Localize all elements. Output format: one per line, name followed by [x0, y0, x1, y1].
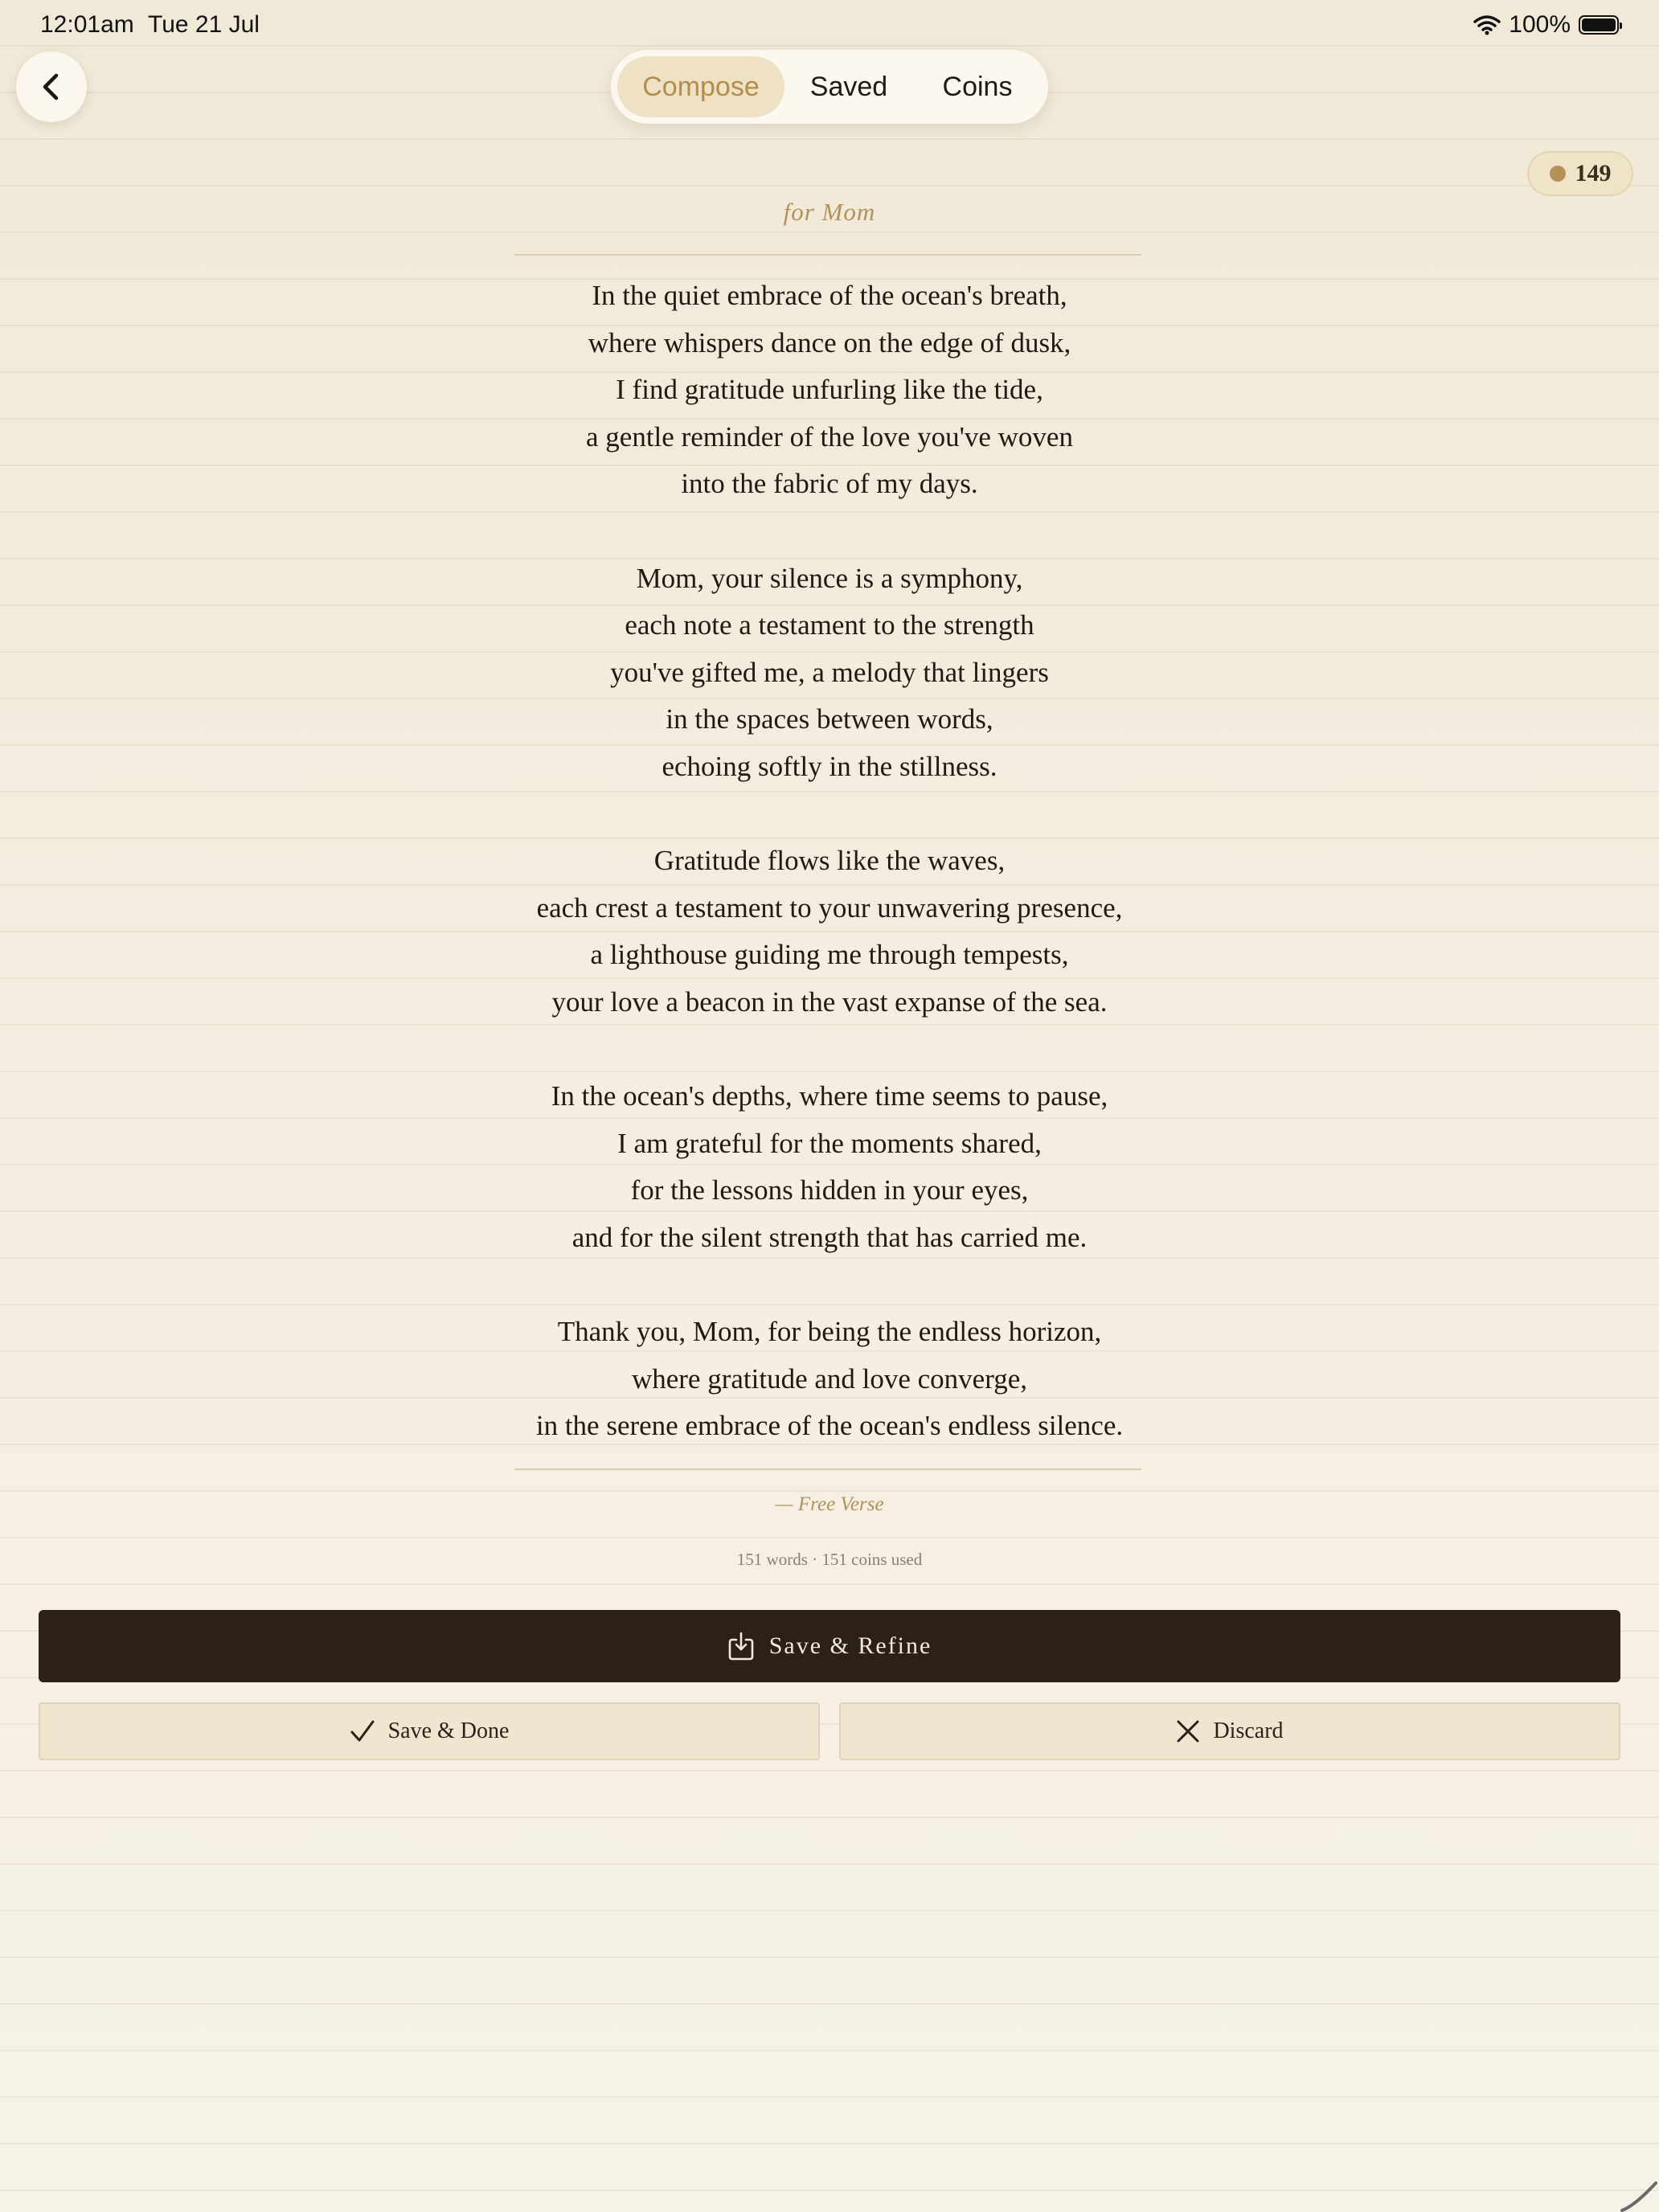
poem-line: where whispers dance on the edge of dusk, — [588, 326, 1071, 358]
poem-stanza — [0, 555, 1659, 791]
poem-line: echoing softly in the stillness. — [662, 750, 997, 782]
coin-balance: 149 — [1575, 160, 1612, 186]
status-date: Tue 21 Jul — [148, 11, 260, 38]
poem-stanza — [0, 838, 1659, 1026]
poem-line: and for the silent strength that has carried me. — [571, 1221, 1088, 1253]
poem-line: Thank you, Mom, for being the endless horizon, — [557, 1316, 1102, 1348]
poem-line: I find gratitude unfurling like the tide, — [616, 374, 1043, 406]
status-indicators — [1473, 11, 1619, 39]
poem-line: each note a testament to the strength — [625, 609, 1034, 641]
tab-compose[interactable]: Compose — [617, 56, 784, 117]
save-done-label: Save & Done — [387, 1718, 510, 1743]
divider-top — [514, 254, 1141, 256]
save-refine-label: Save & Refine — [768, 1632, 932, 1659]
poem-line: you've gifted me, a melody that lingers — [610, 656, 1049, 688]
poem-line: Gratitude flows like the waves, — [653, 845, 1006, 877]
close-icon — [1176, 1719, 1200, 1743]
poem-line: in the spaces between words, — [666, 703, 993, 735]
discard-label: Discard — [1213, 1718, 1284, 1743]
poem-line: In the quiet embrace of the ocean's breath, — [592, 280, 1067, 311]
poem-stats: 151 words · 151 coins used — [736, 1550, 923, 1569]
poem-line: a lighthouse guiding me through tempests, — [590, 939, 1069, 971]
poem-line: in the serene embrace of the ocean's endless silence. — [535, 1410, 1124, 1442]
poem-line: where gratitude and love converge, — [631, 1362, 1028, 1395]
battery-icon — [1579, 15, 1619, 35]
poem-dedication: for Mom — [783, 198, 876, 226]
status-bar — [0, 0, 1659, 51]
coin-balance-badge[interactable] — [1527, 151, 1633, 196]
tab-bar — [611, 50, 1048, 124]
poem-stanza — [0, 272, 1659, 508]
poem-line: I am grateful for the moments shared, — [617, 1127, 1042, 1159]
save-download-icon — [727, 1632, 755, 1661]
battery-percent: 100% — [1509, 11, 1571, 38]
poem-line: for the lessons hidden in your eyes, — [630, 1174, 1029, 1206]
checkmark-icon — [350, 1719, 375, 1743]
poem-form: — Free Verse — [775, 1493, 884, 1515]
status-time: 12:01am — [40, 11, 134, 38]
poem-line: a gentle reminder of the love you've woven — [586, 420, 1073, 453]
battery-fill — [1582, 18, 1616, 31]
poem-line: each crest a testament to your unwavering presence, — [536, 891, 1123, 924]
poem-stanza — [0, 1073, 1659, 1261]
coin-icon — [1550, 166, 1566, 182]
poem-line: into the fabric of my days. — [681, 468, 978, 500]
wifi-icon — [1473, 14, 1501, 35]
poem-line: In the ocean's depths, where time seems to pause, — [551, 1080, 1108, 1112]
poem-line: your love a beacon in the vast expanse of the sea. — [551, 985, 1108, 1018]
discard-button[interactable] — [839, 1702, 1620, 1760]
chevron-left-icon — [35, 71, 68, 103]
poem-body — [0, 272, 1659, 1497]
poem-stanza — [0, 1309, 1659, 1450]
back-button[interactable] — [16, 51, 87, 122]
tab-saved[interactable]: Saved — [809, 71, 888, 102]
save-refine-button[interactable] — [39, 1610, 1620, 1682]
divider-bottom — [514, 1469, 1141, 1470]
poem-line: Mom, your silence is a symphony, — [636, 562, 1023, 594]
tab-coins[interactable]: Coins — [942, 71, 1013, 102]
page-curl-icon — [1611, 2164, 1659, 2212]
save-done-button[interactable] — [39, 1702, 820, 1760]
